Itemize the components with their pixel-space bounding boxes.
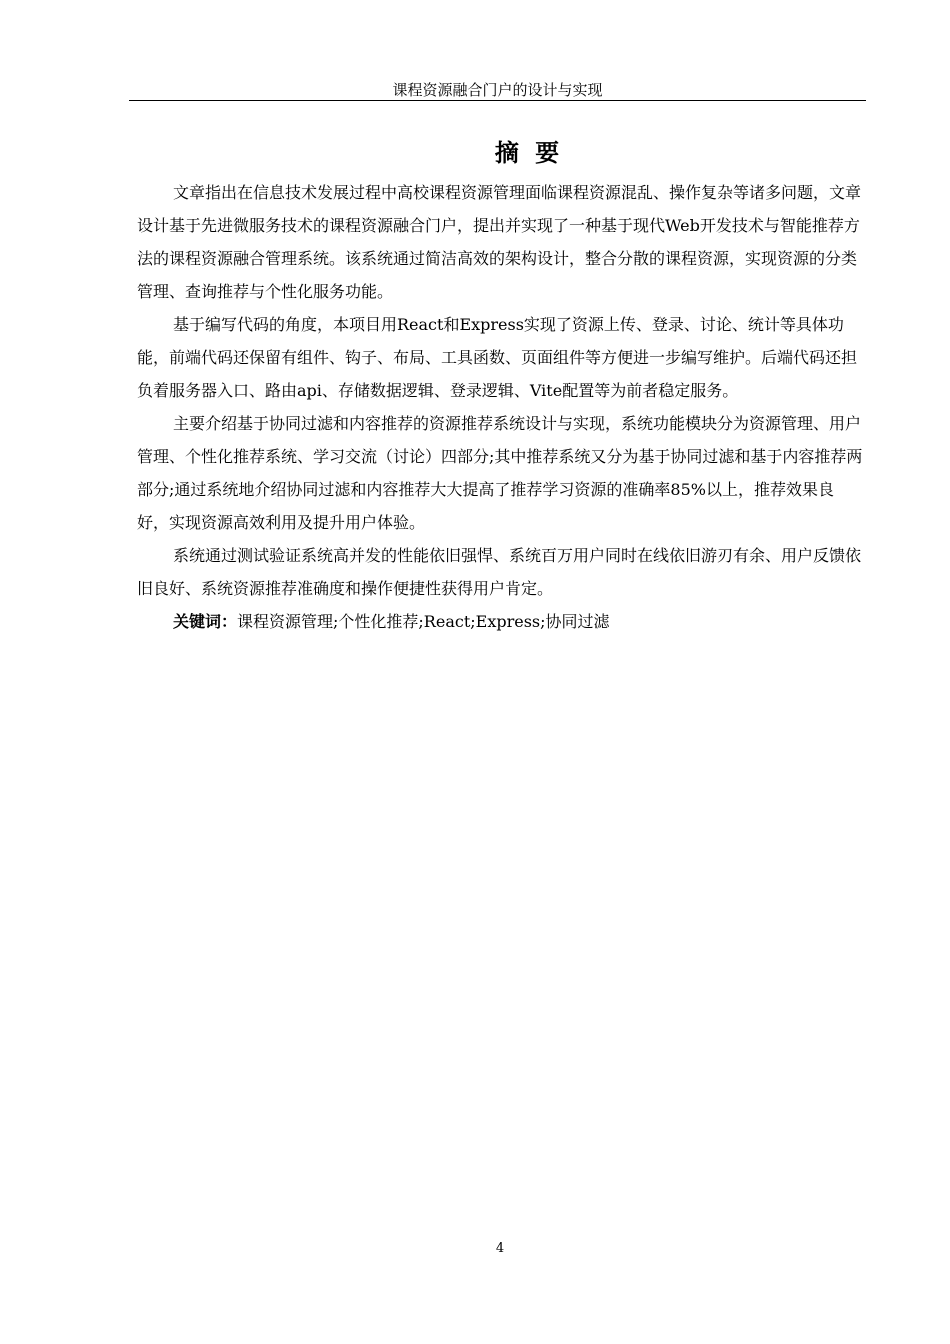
keywords-label: 关键词： bbox=[173, 612, 238, 631]
abstract-title: 摘 要 bbox=[494, 139, 564, 167]
abstract-paragraph-2: 基于编写代码的角度，本项目用React和Express实现了资源上传、登录、讨论、统计等具体功能，前端代码还保留有组件、钩子、布局、工具函数、页面组件等方便进一步编写维护。后端代码还担负着服务器入口、路由api、存储数据逻辑、登录逻辑、Vite配置等为前者稳定服务。 bbox=[137, 315, 858, 400]
abstract-body bbox=[137, 176, 865, 638]
header-rule bbox=[129, 100, 866, 101]
keywords-value: 课程资源管理;个性化推荐;React;Express;协同过滤 bbox=[237, 612, 610, 631]
abstract-paragraph-3: 主要介绍基于协同过滤和内容推荐的资源推荐系统设计与实现，系统功能模块分为资源管理、用户管理、个性化推荐系统、学习交流（讨论）四部分;其中推荐系统又分为基于协同过滤和基于内容推荐两部分;通过系统地介绍协同过滤和内容推荐大大提高了推荐学习资源的准确率85%以上，推荐效果良好，实现资源高效利用及提升用户体验。 bbox=[137, 414, 863, 532]
keywords-line bbox=[137, 605, 865, 638]
abstract-paragraph-1: 文章指出在信息技术发展过程中高校课程资源管理面临课程资源混乱、操作复杂等诸多问题，文章设计基于先进微服务技术的课程资源融合门户，提出并实现了一种基于现代Web开发技术与智能推荐方法的课程资源融合管理系统。该系统通过简洁高效的架构设计，整合分散的课程资源，实现资源的分类管理、查询推荐与个性化服务功能。 bbox=[137, 183, 862, 301]
running-header: 课程资源融合门户的设计与实现 bbox=[392, 81, 603, 99]
abstract-paragraph-4: 系统通过测试验证系统高并发的性能依旧强悍、系统百万用户同时在线依旧游刃有余、用户反馈依旧良好、系统资源推荐准确度和操作便捷性获得用户肯定。 bbox=[137, 546, 862, 598]
page-number: 4 bbox=[495, 1241, 505, 1256]
